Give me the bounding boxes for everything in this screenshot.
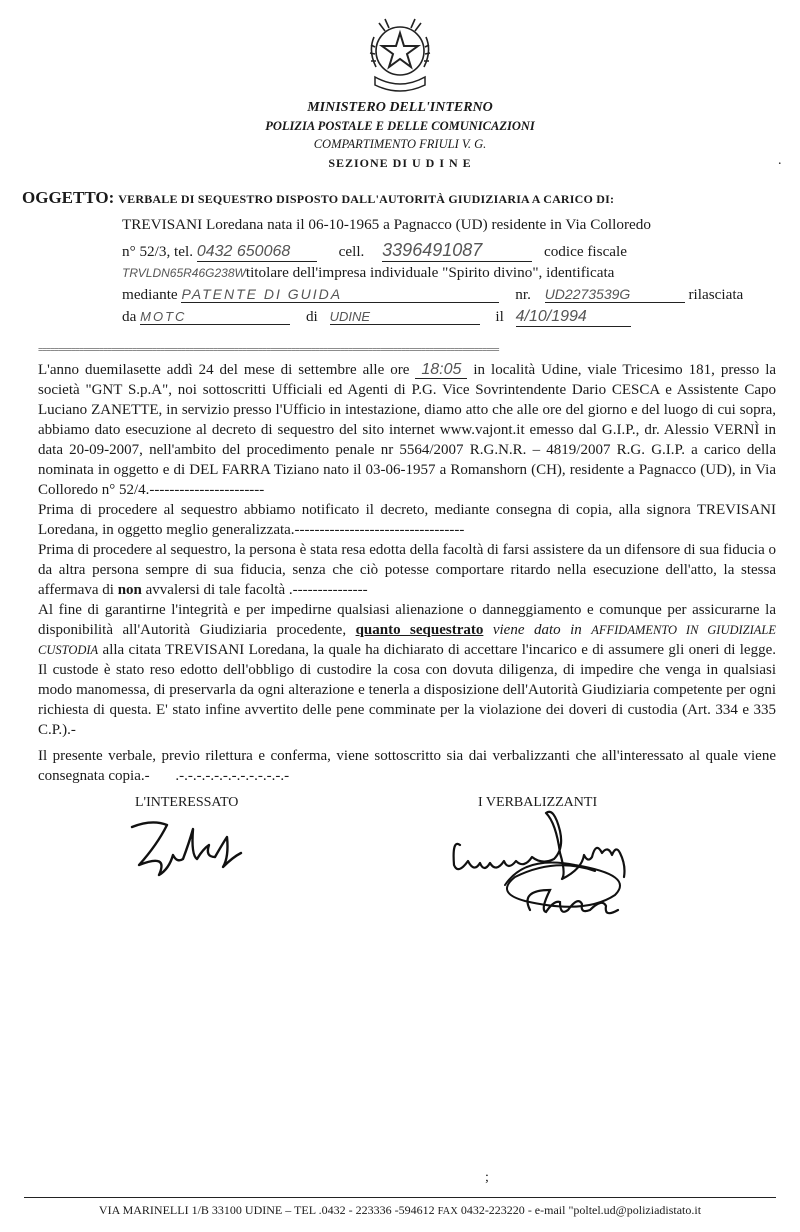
italian-republic-emblem bbox=[365, 15, 435, 97]
footer-fax: 0432-223220 bbox=[460, 1203, 525, 1217]
signature-label-officers: I VERBALIZZANTI bbox=[478, 795, 598, 810]
department-title: POLIZIA POSTALE E DELLE COMUNICAZIONI bbox=[265, 119, 535, 133]
subject-label: OGGETTO: bbox=[22, 188, 115, 207]
person-line-5: da MOTC di UDINE il 4/10/1994 bbox=[122, 308, 631, 327]
paragraph-3: Prima di procedere al sequestro, la persona è stata resa edotta della facoltà di farsi assistere da un difensore di sua fiducia o da altra persona sempre di sua fiducia, senza che ciò potesse comportare ritardo nella esecuzione dell'atto, la stessa affermava di non avvalersi di tale facoltà .--------------- bbox=[38, 542, 776, 598]
paragraph-2: Prima di procedere al sequestro abbiamo notificato il decreto, mediante consegna di copia, alla signora TREVISANI Loredana, in oggetto meglio generalizzata.---------------------------------- bbox=[38, 502, 776, 538]
mobile-value: 3396491087 bbox=[382, 240, 532, 262]
paragraph-1: L'anno duemilasette addì 24 del mese di settembre alle ore 18:05 in località Udine, viale Tricesimo 181, presso la società "GNT S.p.A", noi sottoscritti Ufficiali ed Agenti di P.G. Vice Sovrintendente Dario CESCA e Assistente Capo Luciano ZANETTE, in servizio presso l'Ufficio in intestazione, diamo atto che alle ore del giorno e del luogo di cui sopra, abbiamo dato esecuzione al decreto di sequestro del sito internet www.vajont.it emesso dal G.I.P., dr. Alessio VERNÌ in data 20-09-2007, nell'ambito del procedimento penale nr 5564/2007 R.G.N.R. – 4819/2007 R.G. G.I.P. a carico della nominata in oggetto e di DEL FARRA Tiziano nato il 03-06-1957 a Romanshorn (CH), residente a Pagnacco (UD), in Via Colloredo n° 52/4.----------------------- bbox=[38, 361, 777, 498]
ministry-title: MINISTERO DELL'INTERNO bbox=[307, 100, 493, 115]
separator-line: ================================================================================================================= bbox=[38, 345, 499, 355]
phone-value: 0432 650068 bbox=[197, 243, 317, 262]
subject-title: VERBALE DI SEQUESTRO DISPOSTO DALL'AUTORITÀ GIUDIZIARIA A CARICO DI: bbox=[118, 192, 615, 206]
footer-tel: – TEL .0432 - 223336 -594612 bbox=[285, 1203, 435, 1217]
paragraph-5: Il presente verbale, previo rilettura e conferma, viene sottoscritto sia dai verbalizzanti che all'interessato al quale viene consegnata copia.- .-.-.-.-.-.-.-.-.-.-.-.-.- bbox=[38, 748, 776, 784]
person-line-1: TREVISANI Loredana nata il 06-10-1965 a Pagnacco (UD) residente in Via Colloredo bbox=[122, 216, 651, 233]
paragraph-4: Al fine di garantirne l'integrità e per impedirne qualsiasi alienazione o danneggiamento e comunque per assicurarne la disponibilità all'Autorità Giudiziaria procedente, quanto sequestrato viene dato in AFFIDAMENTO IN GIUDIZIALE CUSTODIA alla citata TREVISANI Loredana, la quale ha dichiarato di accettare l'incarico e di assumere gli oneri di legge. Il custode è stato reso edotto dell'obbligo di custodire la cosa con dovuta diligenza, di impedire che venga in qualsiasi modo manomessa, di preservarla da ogni alterazione e tenerla a disposizione dell'Autorità Giudiziaria competente per ogni richiesta di questa. E' stato infine avvertito delle pene comminate per la violazione dei doveri di custodia (Art. 334 e 335 C.P.).- bbox=[38, 602, 777, 738]
document-number-value: UD2273539G bbox=[545, 286, 685, 303]
subject-line bbox=[22, 188, 614, 208]
report-body bbox=[38, 360, 776, 786]
footer-contacts bbox=[0, 1203, 800, 1218]
person-line-2: n° 52/3, tel. 0432 650068 cell. 3396491087 codice fiscale bbox=[122, 240, 628, 260]
page-mark: ; bbox=[485, 1170, 489, 1185]
section-title: SEZIONE DI U D I N E bbox=[328, 156, 472, 170]
time-value: 18:05 bbox=[415, 361, 467, 379]
compartment-title: COMPARTIMENTO FRIULI V. G. bbox=[313, 137, 487, 151]
person-line-4: mediante PATENTE DI GUIDA nr. UD2273539G rilasciata bbox=[122, 286, 744, 303]
signature-label-interested: L'INTERESSATO bbox=[135, 795, 239, 810]
issue-place-value: UDINE bbox=[330, 309, 480, 325]
signature-officers bbox=[445, 805, 695, 935]
person-line-3: TRVLDN65R46G238Wtitolare dell'impresa individuale "Spirito divino", identificata bbox=[122, 264, 615, 281]
header-dot: . bbox=[778, 153, 782, 168]
tax-code-value: TRVLDN65R46G238W bbox=[122, 266, 246, 280]
footer-rule bbox=[24, 1197, 776, 1198]
footer-address: VIA MARINELLI 1/B 33100 UDINE bbox=[98, 1203, 283, 1217]
issue-date-value: 4/10/1994 bbox=[516, 308, 631, 327]
issuer-value: MOTC bbox=[140, 309, 290, 325]
footer-email: - e-mail "poltel.ud@poliziadistato.it bbox=[527, 1203, 702, 1217]
document-type-value: PATENTE DI GUIDA bbox=[181, 286, 499, 303]
signature-interested bbox=[120, 815, 280, 885]
footer-fax-label: FAX bbox=[437, 1206, 458, 1217]
